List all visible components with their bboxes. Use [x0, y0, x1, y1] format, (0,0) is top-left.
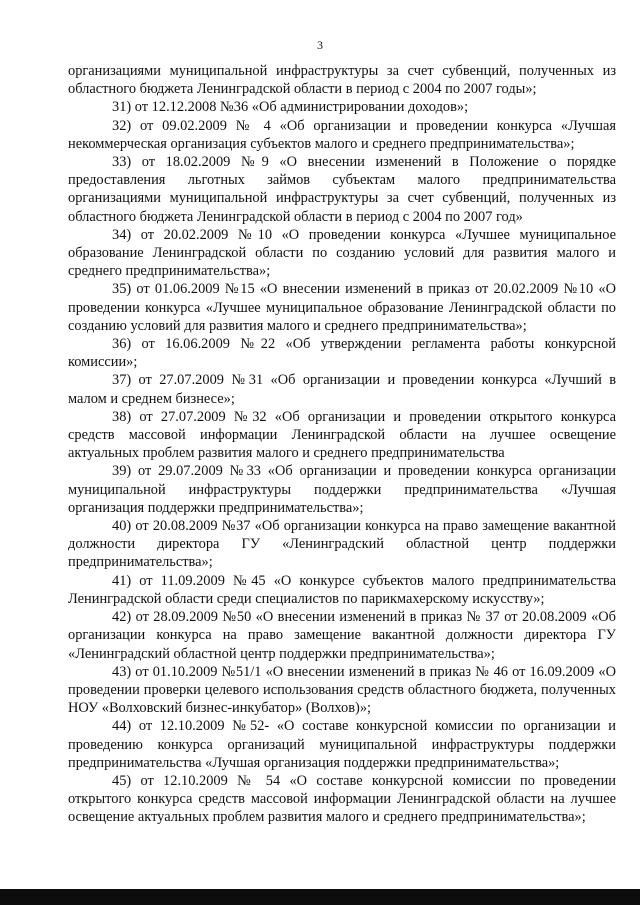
list-item-31: 31) от 12.12.2008 №36 «Об администрировании доходов»; [112, 99, 469, 116]
list-item-41: 41) от 11.09.2009 №45 «О конкурсе субъектов малого предпринимательства Ленинградской области среди специалистов по парикмахерскому искусству»; [68, 572, 616, 607]
list-item-43: 43) от 01.10.2009 №51/1 «О внесении изменений в приказ № 46 от 16.09.2009 «О проведении проверки целевого использования средств областного бюджета, полученных НОУ «Волховский бизнес-инкубатор» (Волхов)»; [68, 663, 616, 717]
list-item-42: 42) от 28.09.2009 №50 «О внесении изменений в приказ № 37 от 20.08.2009 «Об организации конкурса на право замещение вакантной должности директора ГУ «Ленинградский областной центр поддержки предпринимательства»; [68, 609, 616, 662]
list-item-39: 39) от 29.07.2009 №33 «Об организации и проведении конкурса организации муниципальной инфраструктуры поддержки предпринимательства «Лучшая организация поддержки предпринимательства»; [68, 463, 616, 516]
list-item-32: 32) от 09.02.2009 № 4 «Об организации и проведении конкурса «Лучшая некоммерческая организация субъектов малого и среднего предпринимательства»; [68, 117, 616, 152]
list-item-45: 45) от 12.10.2009 № 54 «О составе конкурсной комиссии по проведении открытого конкурса средств массовой информации Ленинградской области на лучшее освещение актуальных проблем развития малого и среднего предпринимательства»; [68, 772, 616, 826]
list-item-34: 34) от 20.02.2009 №10 «О проведении конкурса «Лучшее муниципальное образование Ленинградской области по созданию условий для развития малого и среднего предпринимательства»; [68, 226, 616, 280]
list-item-36: 36) от 16.06.2009 №22 «Об утверждении регламента работы конкурсной комиссии»; [68, 336, 616, 371]
page-number: 3 [317, 38, 323, 52]
list-item-40: 40) от 20.08.2009 №37 «Об организации конкурса на право замещение вакантной должности директора ГУ «Ленинградский областной центр поддержки предпринимательства»; [68, 518, 616, 571]
list-item-35: 35) от 01.06.2009 №15 «О внесении изменений в приказ от 20.02.2009 №10 «О проведении конкурса «Лучшее муниципальное образование Ленинградской области по созданию условий для развития малого и среднего предпринимательства»; [68, 281, 616, 334]
list-item-37: 37) от 27.07.2009 №31 «Об организации и проведении конкурса «Лучший в малом и среднем бизнесе»; [68, 372, 616, 407]
list-item-33: 33) от 18.02.2009 №9 «О внесении изменений в Положение о порядке предоставления льготных займов субъектам малого предпринимательства организациями муниципальной инфраструктуры за счет субвенций, полученных из областного бюджета Ленинградской области в период с 2004 по 2007 год» [68, 154, 616, 225]
list-item-44: 44) от 12.10.2009 №52- «О составе конкурсной комиссии по организации и проведению конкурса организаций муниципальной инфраструктуры поддержки предпринимательства «Лучшая организация поддержки предпринимательства»; [68, 718, 616, 771]
paragraph-continuation: организациями муниципальной инфраструктуры за счет субвенций, полученных из областного бюджета Ленинградской области в период с 2004 по 2007 годы»; [68, 63, 616, 98]
scan-edge-bar [0, 889, 640, 905]
list-item-38: 38) от 27.07.2009 №32 «Об организации и проведении открытого конкурса средств массовой информации Ленинградской области на лучшее освещение актуальных проблем развития малого и среднего предпринимательства [68, 408, 616, 462]
document-body [68, 62, 616, 827]
